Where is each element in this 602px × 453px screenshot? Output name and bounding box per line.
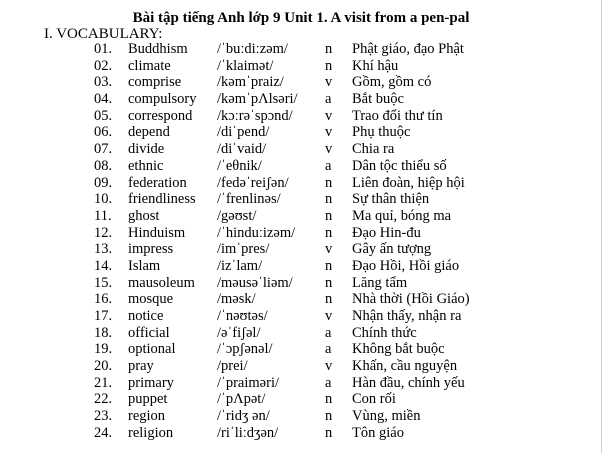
entry-pronunciation: /ˈnəʊtəs/ — [217, 308, 268, 324]
entry-part-of-speech: n — [325, 191, 333, 208]
entry-pronunciation: /ˈbuːdiːzəm/ — [217, 41, 288, 57]
entry-number: 23. — [94, 408, 113, 425]
entry-word: Islam — [128, 257, 161, 274]
entry-word: Buddhism — [128, 41, 188, 57]
entry-number: 06. — [94, 124, 113, 141]
entry-meaning: Dân tộc thiểu số — [352, 157, 447, 174]
entry-part-of-speech: n — [325, 41, 333, 57]
entry-meaning: Phụ thuộc — [352, 124, 411, 141]
entry-part-of-speech: a — [325, 91, 332, 108]
entry-number: 08. — [94, 157, 113, 174]
entry-word: official — [128, 324, 170, 341]
entry-part-of-speech: v — [325, 241, 333, 258]
section-heading: I. VOCABULARY: — [44, 26, 163, 42]
entry-meaning: Con rối — [352, 391, 396, 408]
entry-part-of-speech: n — [325, 274, 333, 291]
entry-word: mosque — [128, 291, 174, 308]
entry-pronunciation: /izˈlam/ — [217, 257, 263, 274]
entry-number: 24. — [94, 424, 113, 441]
entry-number: 04. — [94, 91, 113, 108]
entry-meaning: Khấn, cầu nguyện — [352, 358, 458, 375]
entry-part-of-speech: n — [325, 224, 333, 241]
entry-number: 20. — [94, 358, 113, 375]
entry-meaning: Nhận thấy, nhận ra — [352, 308, 462, 324]
entry-word: comprise — [128, 74, 182, 91]
entry-number: 15. — [94, 274, 113, 291]
entry-part-of-speech: v — [325, 308, 333, 324]
entry-number: 22. — [94, 391, 113, 408]
entry-number: 18. — [94, 324, 113, 341]
entry-number: 17. — [94, 308, 113, 324]
entry-pronunciation: /ˈpɅpət/ — [217, 391, 266, 408]
entry-part-of-speech: n — [325, 291, 333, 308]
vocabulary-row — [0, 341, 602, 358]
entry-word: mausoleum — [128, 274, 195, 291]
entry-meaning: Tôn giáo — [352, 424, 404, 441]
entry-part-of-speech: n — [325, 391, 333, 408]
entry-meaning: Sự thân thiện — [352, 191, 430, 208]
entry-number: 21. — [94, 374, 113, 391]
entry-part-of-speech: a — [325, 157, 332, 174]
entry-word: puppet — [128, 391, 168, 408]
entry-meaning: Trao đổi thư tín — [352, 107, 443, 124]
vocabulary-row — [0, 308, 602, 325]
entry-word: impress — [128, 241, 174, 258]
entry-meaning: Liên đoàn, hiệp hội — [352, 174, 465, 191]
entry-meaning: Lăng tẩm — [352, 274, 408, 291]
entry-meaning: Chia ra — [352, 141, 395, 158]
entry-part-of-speech: a — [325, 341, 332, 358]
vocabulary-row — [0, 124, 602, 141]
vocabulary-row — [0, 208, 602, 225]
entry-number: 07. — [94, 141, 113, 158]
vocabulary-row — [0, 258, 602, 275]
vocabulary-row — [0, 41, 602, 58]
entry-meaning: Đạo Hin-đu — [352, 224, 421, 241]
entry-part-of-speech: a — [325, 324, 332, 341]
entry-number: 03. — [94, 74, 113, 91]
entry-word: Hinduism — [128, 224, 186, 241]
entry-pronunciation: /məsk/ — [217, 291, 256, 308]
entry-meaning: Không bắt buộc — [352, 341, 445, 358]
entry-part-of-speech: n — [325, 57, 333, 74]
entry-number: 14. — [94, 257, 113, 274]
vocabulary-row — [0, 408, 602, 425]
entry-word: depend — [128, 124, 170, 141]
vocabulary-row — [0, 291, 602, 308]
entry-word: friendliness — [128, 191, 196, 208]
entry-pronunciation: /kəmˈpraiz/ — [217, 74, 284, 91]
entry-number: 09. — [94, 174, 113, 191]
entry-meaning: Gây ấn tượng — [352, 241, 432, 258]
page-cut — [0, 447, 602, 453]
entry-pronunciation: /kəmˈpɅlsəri/ — [217, 91, 298, 108]
entry-number: 13. — [94, 241, 113, 258]
entry-pronunciation: /məusəˈliəm/ — [217, 274, 293, 291]
vocabulary-list — [0, 41, 602, 442]
vocabulary-row — [0, 391, 602, 408]
entry-pronunciation: /ˈeθnik/ — [217, 157, 262, 174]
entry-part-of-speech: n — [325, 207, 333, 224]
entry-word: ghost — [128, 207, 160, 224]
entry-word: region — [128, 408, 166, 425]
entry-meaning: Khí hậu — [352, 57, 399, 74]
entry-pronunciation: /imˈpres/ — [217, 241, 270, 258]
entry-word: optional — [128, 341, 176, 358]
entry-part-of-speech: v — [325, 74, 333, 91]
entry-part-of-speech: n — [325, 174, 333, 191]
entry-pronunciation: /kɔːrəˈspɔnd/ — [217, 107, 293, 124]
vocabulary-row — [0, 58, 602, 75]
vocabulary-row — [0, 275, 602, 292]
entry-meaning: Bắt buộc — [352, 91, 404, 108]
entry-pronunciation: /diˈvaid/ — [217, 141, 267, 158]
entry-word: climate — [128, 57, 171, 74]
entry-word: pray — [128, 358, 154, 375]
entry-pronunciation: /diˈpend/ — [217, 124, 270, 141]
vocabulary-row — [0, 175, 602, 192]
vocabulary-row — [0, 158, 602, 175]
entry-number: 11. — [94, 207, 112, 224]
entry-meaning: Ma quỉ, bóng ma — [352, 207, 452, 224]
entry-pronunciation: /riˈliːdʒən/ — [217, 424, 279, 441]
entry-pronunciation: /ˈpraiməri/ — [217, 374, 280, 391]
vocabulary-row — [0, 225, 602, 242]
entry-pronunciation: /ˈhinduːizəm/ — [217, 224, 296, 241]
entry-number: 02. — [94, 57, 113, 74]
vocabulary-row — [0, 108, 602, 125]
entry-word: compulsory — [128, 91, 197, 108]
entry-pronunciation: /ˈridʒ ən/ — [217, 408, 270, 425]
entry-number: 19. — [94, 341, 113, 358]
document-title: Bài tập tiếng Anh lớp 9 Unit 1. A visit from a pen-pal — [132, 10, 470, 26]
vocabulary-row — [0, 141, 602, 158]
entry-number: 12. — [94, 224, 113, 241]
entry-word: ethnic — [128, 157, 164, 174]
entry-part-of-speech: n — [325, 257, 333, 274]
entry-meaning: Chính thức — [352, 324, 417, 341]
vocabulary-row — [0, 325, 602, 342]
entry-pronunciation: /ˈɔpʃənəl/ — [217, 341, 273, 358]
vocabulary-row — [0, 74, 602, 91]
entry-pronunciation: /ˈfrenlinəs/ — [217, 191, 281, 208]
vocabulary-row — [0, 91, 602, 108]
entry-word: correspond — [128, 107, 193, 124]
entry-word: notice — [128, 308, 164, 324]
vocabulary-row — [0, 241, 602, 258]
entry-word: primary — [128, 374, 174, 391]
entry-part-of-speech: n — [325, 408, 333, 425]
vocabulary-row — [0, 425, 602, 442]
entry-part-of-speech: v — [325, 141, 333, 158]
entry-meaning: Nhà thời (Hồi Giáo) — [352, 291, 470, 308]
entry-number: 05. — [94, 107, 113, 124]
entry-number: 16. — [94, 291, 113, 308]
entry-meaning: Vùng, miền — [352, 408, 421, 425]
vocabulary-row — [0, 358, 602, 375]
vocabulary-row — [0, 375, 602, 392]
entry-word: federation — [128, 174, 187, 191]
entry-part-of-speech: v — [325, 124, 333, 141]
entry-pronunciation: /prei/ — [217, 358, 248, 375]
entry-pronunciation: /ˈklaimət/ — [217, 57, 274, 74]
entry-part-of-speech: v — [325, 107, 333, 124]
entry-meaning: Phật giáo, đạo Phật — [352, 41, 464, 57]
entry-number: 10. — [94, 191, 113, 208]
entry-meaning: Hàn đầu, chính yếu — [352, 374, 465, 391]
entry-part-of-speech: v — [325, 358, 333, 375]
entry-pronunciation: /gəʊst/ — [217, 207, 257, 224]
entry-part-of-speech: n — [325, 424, 333, 441]
entry-part-of-speech: a — [325, 374, 332, 391]
entry-pronunciation: /fedəˈreiʃən/ — [217, 174, 289, 191]
entry-word: divide — [128, 141, 165, 158]
entry-pronunciation: /əˈfiʃəl/ — [217, 324, 261, 341]
entry-word: religion — [128, 424, 174, 441]
entry-meaning: Đạo Hồi, Hồi giáo — [352, 257, 460, 274]
entry-number: 01. — [94, 41, 113, 57]
entry-meaning: Gồm, gồm có — [352, 74, 432, 91]
vocabulary-row — [0, 191, 602, 208]
